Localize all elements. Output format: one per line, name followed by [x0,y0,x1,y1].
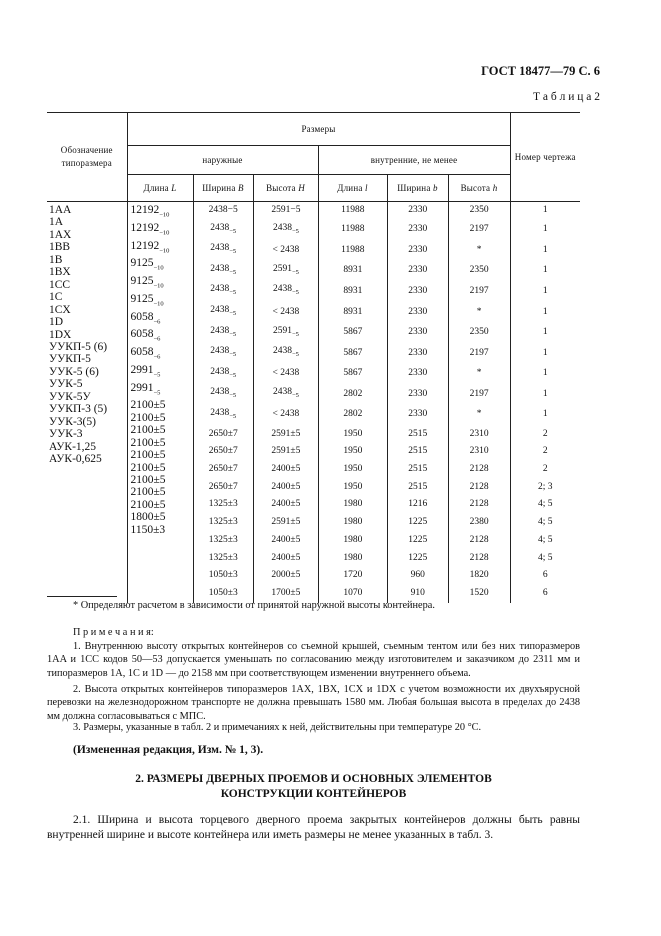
table-row [194,567,581,585]
col-header-dimensions: Размеры [127,113,510,146]
cell-width-B: 1325±3 [208,534,238,545]
cell-length-l: 11988 [318,220,387,241]
sub-header-width-b: Ширина b [387,175,448,202]
cell-drawing-number: 1 [510,405,580,426]
cell-width-B: 2650±7 [208,428,238,439]
cell-width-b: 960 [387,567,448,585]
designation-item: 1CC [49,278,71,291]
cell-length-l: 1950 [318,479,387,497]
cell-height-h: 2128 [448,461,510,479]
table-row [194,384,581,405]
cell-drawing-number: 4; 5 [510,496,580,514]
designation-item: УУК-3(5) [49,415,96,428]
length-item: $12192_{-10}$ [130,221,170,237]
cell-height-H: 2591±5 [253,443,318,461]
cell-width-B: 1325±3 [208,552,238,563]
cell-height-H: < 2438 [253,364,318,385]
cell-height-H: $2438_{-5}$ [253,343,318,364]
cell-width-B: $2438_{-5}$ [210,387,237,400]
length-item: 2100±5 [130,461,166,474]
cell-height-h: 2128 [448,550,510,568]
cell-width-B: $2438_{-5}$ [210,284,237,297]
designation-item: УУК-5 (6) [49,365,99,378]
cell-width-B: $2438_{-5}$ [210,408,237,420]
cell-height-H: 2400±5 [253,479,318,497]
notes-title: П р и м е ч а н и я: [73,627,154,638]
cell-length-l: 2802 [318,384,387,405]
cell-height-h: 1520 [448,585,510,603]
cell-drawing-number: 1 [510,240,580,261]
cell-width-b: 1225 [387,514,448,532]
length-item: 2100±5 [130,449,166,462]
cell-width-b: 2515 [387,443,448,461]
cell-height-H: 2591±5 [253,514,318,532]
cell-width-B: $2438_{-5}$ [210,263,237,276]
cell-height-H: < 2438 [253,240,318,261]
cell-length-l: 1980 [318,496,387,514]
cell-drawing-number: 2 [510,461,580,479]
cell-width-B: 2650±7 [208,446,238,457]
cell-length-l: 1070 [318,585,387,603]
cell-width-b: 1216 [387,496,448,514]
cell-height-H: 2591−5 [253,202,318,220]
table-caption: Т а б л и ц а 2 [532,91,600,103]
length-item: 2100±5 [130,411,166,424]
cell-width-b: 2330 [387,405,448,426]
cell-width-B: $2438_{-5}$ [210,325,237,338]
length-item: $6058_{-6}$ [130,310,161,325]
cell-drawing-number: 1 [510,323,580,344]
cell-height-h: 2350 [448,261,510,282]
cell-width-B: $2438_{-5}$ [210,222,237,235]
cell-width-b: 910 [387,585,448,603]
cell-drawing-number: 1 [510,281,580,302]
cell-width-b: 2330 [387,261,448,282]
cell-height-H: 2400±5 [253,461,318,479]
cell-length-l: 11988 [318,240,387,261]
length-item: $6058_{-6}$ [130,346,161,361]
designation-item: 1D [49,316,64,329]
note-1: 1. Внутреннюю высоту открытых контейнеров со съемной крышей, съемным тентом или без них типоразмеров 1AA и 1CC кодов 50—53 допускается уменьшать по согласованию между изготовителем и заказчиком до 2311 мм и типоразмеров 1A, 1C и 1D — до 2158 мм при соответствующем изменении внутреннего объема. [47,641,580,679]
cell-height-h: 2310 [448,443,510,461]
cell-height-H: 1700±5 [253,585,318,603]
length-item: 2100±5 [130,424,166,437]
length-item: 1800±5 [130,511,166,524]
cell-height-H: 2591±5 [253,426,318,444]
table-row [194,261,581,282]
cell-height-H: 2400±5 [253,532,318,550]
cell-height-h: * [448,240,510,261]
length-item: 2100±5 [130,473,166,486]
designation-item: 1DX [49,328,72,341]
cell-width-B: 1325±3 [208,517,238,528]
cell-height-h: 2380 [448,514,510,532]
cell-width-B: 1050±3 [208,587,238,598]
table-row [194,426,581,444]
cell-length-l: 5867 [318,364,387,385]
length-list [127,202,193,603]
cell-height-h: 2128 [448,479,510,497]
cell-height-h: 2197 [448,343,510,364]
cell-width-b: 2515 [387,426,448,444]
cell-height-h: 2310 [448,426,510,444]
cell-length-l: 1980 [318,532,387,550]
cell-height-h: * [448,364,510,385]
cell-drawing-number: 4; 5 [510,532,580,550]
length-item: 2100±5 [130,486,166,499]
cell-length-l: 2802 [318,405,387,426]
cell-width-b: 2330 [387,302,448,323]
length-item: $9125_{-10}$ [130,275,164,290]
table-row [194,532,581,550]
table-row [194,496,581,514]
designation-item: 1AA [49,204,72,216]
dimensions-table [47,112,580,603]
table-row [194,323,581,344]
cell-width-b: 2330 [387,364,448,385]
sub-header-height-h: Высота h [448,175,510,202]
values-block [193,202,580,603]
cell-drawing-number: 6 [510,567,580,585]
length-item: $6058_{-6}$ [130,328,161,343]
cell-height-H: $2438_{-5}$ [253,281,318,302]
table-row [194,443,581,461]
cell-drawing-number: 4; 5 [510,550,580,568]
paragraph-2-1: 2.1. Ширина и высота торцевого дверного проема закрытых контейнеров должны быть равны внутренней ширине и высоте контейнера или иметь размеры не менее указанных в табл. 3. [47,814,580,841]
cell-height-h: 2350 [448,323,510,344]
section-title-line-2: КОНСТРУКЦИИ КОНТЕЙНЕРОВ [220,788,407,800]
designation-list [47,202,127,603]
cell-drawing-number: 1 [510,343,580,364]
footnote-rule [47,596,117,597]
table-row [194,514,581,532]
cell-length-l: 8931 [318,302,387,323]
cell-width-B: $2438_{-5}$ [210,243,237,256]
cell-width-B: 1325±3 [208,499,238,510]
designation-item: АУК-1,25 [49,440,97,453]
length-item: $12192_{-10}$ [130,204,170,219]
amendment-note: (Измененная редакция, Изм. № 1, 3). [73,744,264,756]
col-header-drawing: Номер чертежа [510,113,580,202]
designation-item: УУКП-3 (5) [49,403,108,416]
cell-height-h: 2350 [448,202,510,220]
cell-height-h: 2197 [448,220,510,241]
designation-item: 1B [49,253,63,266]
note-3: 3. Размеры, указанные в табл. 2 и примечаниях к ней, действительны при температуре 20 °С. [73,722,482,733]
cell-drawing-number: 2 [510,443,580,461]
length-item: 2100±5 [130,399,166,412]
cell-width-b: 2330 [387,343,448,364]
cell-height-h: * [448,302,510,323]
cell-drawing-number: 6 [510,585,580,603]
cell-length-l: 1950 [318,461,387,479]
cell-length-l: 5867 [318,343,387,364]
table-row [194,302,581,323]
cell-width-B: 2650±7 [208,481,238,492]
cell-drawing-number: 1 [510,364,580,385]
cell-width-b: 1225 [387,532,448,550]
designation-item: 1BX [49,266,71,279]
cell-height-h: 2197 [448,384,510,405]
cell-height-H: $2591_{-5}$ [253,261,318,282]
col-header-outer: наружные [127,146,318,175]
designation-item: 1C [49,291,63,304]
sub-header-length-l: Длина l [318,175,387,202]
cell-length-l: 11988 [318,202,387,220]
cell-height-h: 1820 [448,567,510,585]
cell-width-b: 2330 [387,220,448,241]
table-row [194,202,581,220]
cell-height-H: $2438_{-5}$ [253,220,318,241]
cell-height-h: * [448,405,510,426]
cell-length-l: 1720 [318,567,387,585]
cell-width-B: 2650±7 [208,464,238,475]
length-item: $2991_{-5}$ [130,363,161,379]
designation-item: УУКП-5 (6) [49,340,108,353]
cell-width-B: $2438_{-5}$ [210,366,237,379]
designation-item: 1AX [49,228,72,241]
table-row [194,343,581,364]
cell-width-B: 2438−5 [208,205,238,215]
col-header-inner: внутренние, не менее [318,146,510,175]
cell-height-H: 2400±5 [253,496,318,514]
cell-height-h: 2128 [448,496,510,514]
cell-drawing-number: 2; 3 [510,479,580,497]
table-row [194,479,581,497]
length-item: $9125_{-10}$ [130,257,164,272]
cell-length-l: 1950 [318,426,387,444]
cell-drawing-number: 1 [510,261,580,282]
cell-drawing-number: 4; 5 [510,514,580,532]
footnote: * Определяют расчетом в зависимости от принятой наружной высоты контейнера. [73,600,435,611]
table-row [194,281,581,302]
designation-item: 1A [49,216,64,229]
cell-width-b: 2515 [387,461,448,479]
length-item: 2100±5 [130,498,166,511]
cell-width-b: 2330 [387,323,448,344]
cell-height-H: $2591_{-5}$ [253,323,318,344]
cell-width-B: 1050±3 [208,570,238,581]
table-row [194,220,581,241]
sub-header-length-L: Длина L [127,175,193,202]
length-item: $12192_{-10}$ [130,239,170,254]
designation-item: УУКП-5 [49,353,91,366]
cell-length-l: 5867 [318,323,387,344]
cell-length-l: 8931 [318,261,387,282]
note-2: 2. Высота открытых контейнеров типоразмеров 1AX, 1BX, 1CX и 1DX с учетом возможности их двухъярусной перевозки на железнодорожном транспорте не должна превышать 1580 мм. Любая большая высота в пределах до 2438 мм должна согласовываться с МПС. [47,684,580,722]
cell-width-B: $2438_{-5}$ [210,305,237,317]
cell-width-B: $2438_{-5}$ [210,346,237,359]
col-header-designation: Обозначение типоразмера [47,113,127,202]
cell-length-l: 8931 [318,281,387,302]
cell-drawing-number: 1 [510,220,580,241]
cell-length-l: 1980 [318,550,387,568]
designation-item: 1CX [49,303,71,316]
length-item: $2991_{-5}$ [130,381,161,396]
cell-width-b: 1225 [387,550,448,568]
designation-item: УУК-5 [49,378,83,391]
cell-drawing-number: 1 [510,202,580,220]
cell-height-h: 2128 [448,532,510,550]
length-item: 1150±3 [130,523,166,536]
table-row [194,550,581,568]
cell-width-b: 2330 [387,240,448,261]
table-row [194,405,581,426]
length-item: 2100±5 [130,436,166,449]
cell-height-H: < 2438 [253,302,318,323]
cell-drawing-number: 2 [510,426,580,444]
cell-drawing-number: 1 [510,302,580,323]
cell-height-H: $2438_{-5}$ [253,384,318,405]
cell-length-l: 1950 [318,443,387,461]
cell-width-b: 2330 [387,384,448,405]
cell-height-H: < 2438 [253,405,318,426]
cell-width-b: 2515 [387,479,448,497]
cell-width-b: 2330 [387,281,448,302]
table-row [194,461,581,479]
sub-header-height-H: Высота H [253,175,318,202]
cell-height-h: 2197 [448,281,510,302]
designation-item: УУК-3 [49,428,83,441]
designation-item: АУК-0,625 [49,453,102,466]
cell-height-H: 2000±5 [253,567,318,585]
page-header-gost: ГОСТ 18477—79 С. 6 [481,64,600,78]
cell-height-H: 2400±5 [253,550,318,568]
section-title-line-1: 2. РАЗМЕРЫ ДВЕРНЫХ ПРОЕМОВ И ОСНОВНЫХ ЭЛЕМЕНТОВ [135,773,492,785]
length-item: $9125_{-10}$ [130,292,164,308]
table-row [194,364,581,385]
sub-header-width-B: Ширина B [193,175,253,202]
cell-drawing-number: 1 [510,384,580,405]
designation-item: УУК-5У [49,390,91,403]
cell-width-b: 2330 [387,202,448,220]
cell-length-l: 1980 [318,514,387,532]
table-row [194,240,581,261]
designation-item: 1BB [49,241,71,254]
